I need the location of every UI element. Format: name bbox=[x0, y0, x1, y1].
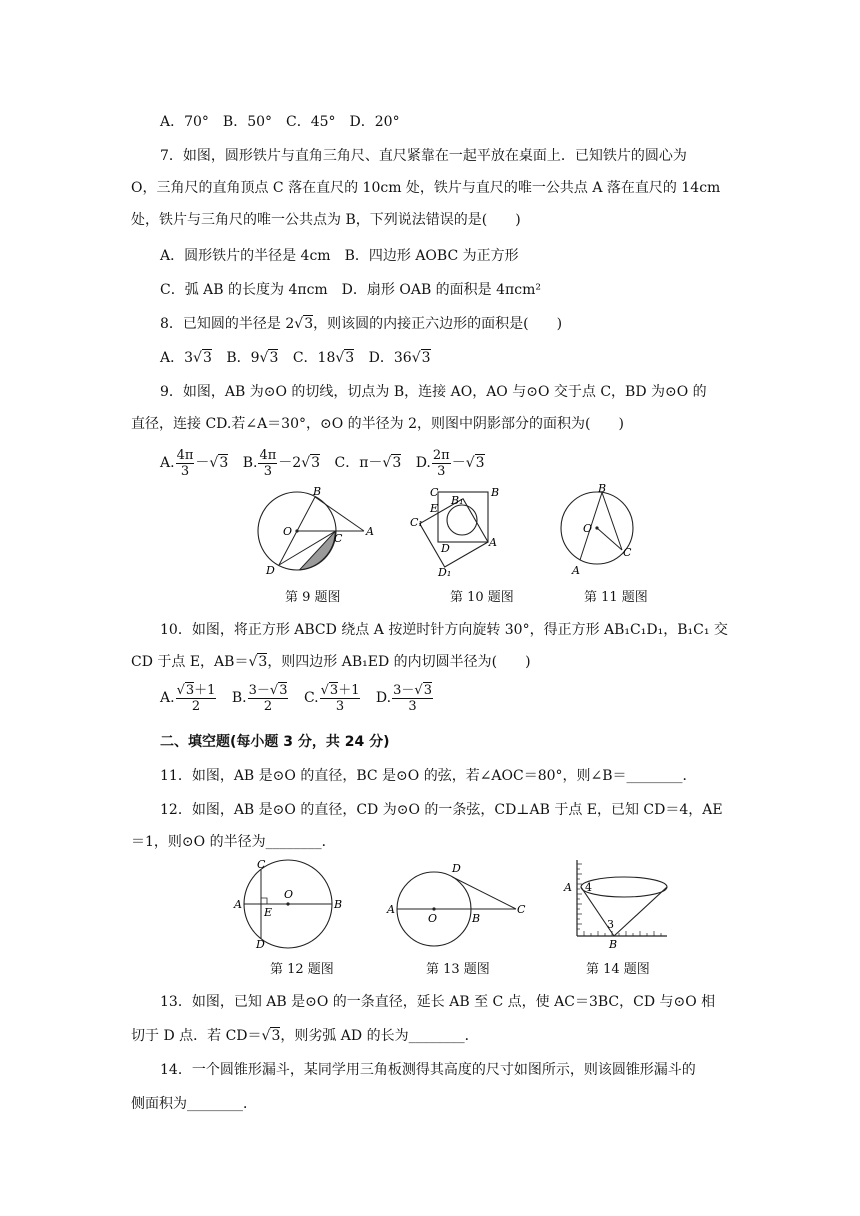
q9-option-b-label: B. bbox=[242, 455, 258, 471]
q9-option-c-radicand: 3 bbox=[392, 455, 402, 471]
figure-11-caption: 第 11 题图 bbox=[584, 590, 648, 605]
q9-option-c-label: C．π－ bbox=[334, 455, 383, 471]
figure-12-label-o: O bbox=[284, 888, 294, 901]
q9-stem-line2: 直径，连接 CD.若∠A＝30°，⊙O 的半径为 2，则图中阴影部分的面积为( ) bbox=[131, 416, 624, 432]
q10-option-b-label: B. bbox=[231, 690, 247, 706]
q8-option-d-label: D．36 bbox=[368, 350, 412, 366]
figure-10-label-c: C bbox=[430, 486, 439, 499]
figure-12-label-b: B bbox=[334, 898, 343, 911]
q14-stem-line2: 侧面积为________． bbox=[131, 1096, 257, 1112]
q8-option-d: D．36√3 bbox=[368, 350, 431, 366]
q9-option-b: B. $\frac{4\pi}{3}$ －2√3 bbox=[242, 447, 321, 479]
fraction-numerator: 4π bbox=[176, 447, 194, 463]
q10-stem-line2-radicand: 3 bbox=[258, 654, 268, 670]
q7-stem-line3: 处，铁片与三角尺的唯一公共点为 B，下列说法错误的是( ) bbox=[131, 212, 521, 228]
q10-stem-line2: CD 于点 E，AB＝√3，则四边形 AB₁ED 的内切圆半径为( ) bbox=[131, 654, 531, 670]
figure-11-label-b: B bbox=[598, 484, 607, 495]
figure-10-label-b1: B₁ bbox=[451, 494, 464, 507]
q14-stem-line1: 14．一个圆锥形漏斗，某同学用三角板测得其高度的尺寸如图所示，则该圆锥形漏斗的 bbox=[160, 1062, 696, 1078]
q9-option-d-label: D. bbox=[415, 455, 431, 471]
fraction-numerator: √3＋1 bbox=[320, 682, 360, 698]
q13-stem-line2-a: 切于 D 点．若 CD＝ bbox=[131, 1028, 262, 1044]
q10-option-a-fraction bbox=[176, 683, 217, 714]
q9-option-a-label: A. bbox=[160, 455, 175, 471]
section-heading-fill-in: 二、填空题(每小题 3 分，共 24 分) bbox=[160, 734, 390, 750]
figure-9-label-d: D bbox=[266, 564, 275, 577]
q8-option-a-label: A．3 bbox=[160, 350, 194, 366]
q7-options-line1: A．圆形铁片的半径是 4cm B．四边形 AOBC 为正方形 bbox=[160, 248, 519, 264]
q8-stem bbox=[160, 314, 562, 334]
q8-stem-radicand: 3 bbox=[304, 316, 314, 332]
figure-10-label-e: E bbox=[430, 502, 439, 515]
q9-option-b-tail: －2 bbox=[278, 455, 302, 471]
q8-stem-b: ，则该圆的内接正六边形的面积是( ) bbox=[313, 316, 563, 332]
figure-13-center-dot bbox=[432, 907, 435, 910]
fraction-denominator: 2 bbox=[191, 698, 201, 714]
figure-12 bbox=[230, 856, 350, 950]
q10-options bbox=[160, 680, 444, 716]
q9-option-a-radicand: 3 bbox=[219, 455, 229, 471]
fraction-denominator: 3 bbox=[263, 463, 272, 479]
q13-stem-line2-b: ，则劣弧 AD 的长为________． bbox=[280, 1028, 479, 1044]
figure-10-caption: 第 10 题图 bbox=[450, 590, 514, 605]
figure-13 bbox=[386, 856, 534, 950]
figure-9-label-a: A bbox=[366, 525, 374, 538]
fraction-denominator: 3 bbox=[437, 463, 446, 479]
figure-9-label-o: O bbox=[283, 525, 293, 538]
q10-option-c bbox=[303, 682, 362, 714]
q10-option-c-label: C. bbox=[303, 690, 319, 706]
q13-stem-line1: 13．如图，已知 AB 是⊙O 的一条直径，延长 AB 至 C 点，使 AC＝3BC，CD 与⊙O 相 bbox=[160, 994, 716, 1010]
fraction-numerator: 3－√3 bbox=[248, 682, 288, 698]
q9-option-b-radicand: 3 bbox=[311, 455, 321, 471]
q10-option-a bbox=[160, 682, 217, 714]
q8-option-b-label: B．9 bbox=[226, 350, 260, 366]
figure-14 bbox=[562, 856, 672, 950]
figure-11-label-a: A bbox=[572, 564, 580, 577]
figure-9-label-b: B bbox=[313, 485, 322, 498]
q7-stem-line1: 7．如图，圆形铁片与直角三角尺、直尺紧靠在一起平放在桌面上．已知铁片的圆心为 bbox=[160, 148, 687, 164]
figure-11 bbox=[552, 484, 648, 580]
q12-stem-line1: 12．如图，AB 是⊙O 的直径，CD 为⊙O 的一条弦，CD⊥AB 于点 E，已知 CD＝4，AE bbox=[160, 802, 723, 818]
q9-option-d-tail: － bbox=[451, 455, 466, 471]
figure-12-right-angle-mark bbox=[261, 898, 267, 904]
figure-11-label-o: O bbox=[583, 522, 593, 535]
q12-stem-line2: ＝1，则⊙O 的半径为________． bbox=[131, 834, 336, 850]
q8-option-c: C．18√3 bbox=[292, 350, 355, 366]
q9-option-c: C．π－√3 bbox=[334, 455, 402, 471]
numerator-radicand: 3 bbox=[329, 682, 339, 698]
numerator-radicand: 3 bbox=[279, 682, 288, 698]
q9-option-b-fraction bbox=[258, 448, 277, 479]
q10-option-d bbox=[375, 682, 434, 714]
figure-12-label-a: A bbox=[234, 898, 242, 911]
q8-option-d-radicand: 3 bbox=[421, 350, 431, 366]
figure-14-label-b: B bbox=[609, 938, 618, 950]
numerator-head: 3－ bbox=[248, 682, 270, 698]
fraction-numerator: √3＋1 bbox=[176, 682, 216, 698]
q7-options-line2: C．弧 AB 的长度为 4πcm D．扇形 OAB 的面积是 4πcm² bbox=[160, 282, 541, 298]
fraction-denominator: 2 bbox=[263, 698, 273, 714]
q13-stem-line2: 切于 D 点．若 CD＝√3，则劣弧 AD 的长为________． bbox=[131, 1028, 479, 1044]
figure-12-caption: 第 12 题图 bbox=[270, 962, 334, 977]
figure-10-label-a: A bbox=[489, 536, 497, 549]
q10-option-d-fraction bbox=[392, 683, 433, 714]
fraction-denominator: 3 bbox=[180, 463, 190, 479]
q9-option-d-radicand: 3 bbox=[475, 455, 485, 471]
q8-option-b: B．9√3 bbox=[226, 350, 279, 366]
q10-option-b-fraction bbox=[248, 683, 289, 714]
q10-stem-line1: 10．如图，将正方形 ABCD 绕点 A 按逆时针方向旋转 30°，得正方形 AB₁C₁D₁，B₁C₁ 交 bbox=[160, 622, 728, 638]
figure-12-label-e: E bbox=[264, 906, 273, 919]
figure-11-center-dot bbox=[595, 526, 598, 529]
fraction-numerator: 2π bbox=[432, 447, 450, 463]
fraction-denominator: 3 bbox=[335, 698, 345, 714]
q8-stem-a: 8．已知圆的半径是 2 bbox=[160, 316, 295, 332]
figure-14-label-a: A bbox=[564, 881, 572, 894]
figure-9-tangent-ab bbox=[315, 497, 364, 531]
figure-12-label-c: C bbox=[257, 858, 266, 871]
figure-10-label-d: D bbox=[441, 542, 450, 555]
figure-9-center-dot bbox=[295, 529, 298, 532]
q9-option-a-fraction bbox=[176, 448, 195, 479]
figure-12-center-dot bbox=[286, 902, 289, 905]
figure-9 bbox=[252, 484, 382, 580]
figure-9-label-c: C bbox=[334, 532, 343, 545]
figure-14-label-3: 3 bbox=[607, 918, 614, 931]
q9-stem-line1: 9．如图，AB 为⊙O 的切线，切点为 B，连接 AO，AO 与⊙O 交于点 C，BD 为⊙O 的 bbox=[160, 384, 707, 400]
q8-option-c-label: C．18 bbox=[292, 350, 336, 366]
sqrt-sign: √ bbox=[294, 316, 304, 332]
figure-12-label-d: D bbox=[256, 938, 265, 950]
q10-stem-line2-a: CD 于点 E，AB＝ bbox=[131, 654, 249, 670]
q8-options bbox=[160, 348, 441, 368]
figure-14-funnel-side-right bbox=[614, 887, 667, 936]
numerator-radicand: 3 bbox=[185, 682, 195, 698]
q9-option-a-tail: － bbox=[195, 455, 210, 471]
q9-option-a: A. $\frac{4\pi}{3}$ －√3 bbox=[160, 447, 229, 479]
q8-option-a-radicand: 3 bbox=[202, 350, 212, 366]
numerator-tail: ＋1 bbox=[338, 682, 360, 698]
figure-10-label-b: B bbox=[491, 486, 500, 499]
numerator-radicand: 3 bbox=[423, 682, 432, 698]
figure-14-label-4: 4 bbox=[585, 881, 592, 894]
fraction-numerator: 3－√3 bbox=[393, 682, 432, 698]
q6-options: A．70° B．50° C．45° D．20° bbox=[160, 114, 400, 130]
q11-stem: 11．如图，AB 是⊙O 的直径，BC 是⊙O 的弦，若∠AOC＝80°，则∠B＝________． bbox=[160, 768, 697, 784]
figure-9-caption: 第 9 题图 bbox=[285, 590, 341, 605]
q8-option-b-radicand: 3 bbox=[269, 350, 279, 366]
figure-10-label-d1: D₁ bbox=[438, 566, 452, 579]
q10-option-c-fraction bbox=[320, 683, 361, 714]
numerator-tail: ＋1 bbox=[194, 682, 216, 698]
figure-10 bbox=[405, 484, 505, 580]
q8-option-c-radicand: 3 bbox=[345, 350, 355, 366]
fraction-numerator: 4π bbox=[259, 447, 277, 463]
fraction-denominator: 3 bbox=[408, 698, 417, 714]
q8-option-a: A．3√3 bbox=[160, 350, 212, 366]
q10-option-a-label: A. bbox=[160, 690, 175, 706]
figure-13-tangent-cd bbox=[453, 877, 517, 909]
figure-13-label-d: D bbox=[452, 862, 461, 875]
figure-13-label-c: C bbox=[517, 903, 526, 916]
q9-option-d: D. $\frac{2\pi}{3}$ －√3 bbox=[415, 447, 485, 479]
q9-options bbox=[160, 446, 495, 480]
q7-stem-line2: O，三角尺的直角顶点 C 落在直尺的 10cm 处，铁片与直尺的唯一公共点 A 落在直尺的 14cm bbox=[131, 180, 721, 196]
figure-13-label-o: O bbox=[428, 912, 438, 925]
figure-13-label-a: A bbox=[387, 903, 395, 916]
figure-13-caption: 第 13 题图 bbox=[426, 962, 490, 977]
q9-option-d-fraction bbox=[432, 448, 451, 479]
numerator-head: 3－ bbox=[393, 682, 415, 698]
figure-10-incircle bbox=[447, 505, 477, 535]
figure-13-label-b: B bbox=[472, 912, 481, 925]
figure-14-caption: 第 14 题图 bbox=[586, 962, 650, 977]
q10-option-b bbox=[231, 682, 290, 714]
figure-14-funnel-rim bbox=[581, 877, 667, 897]
q10-option-d-label: D. bbox=[375, 690, 392, 706]
q10-stem-line2-b: ，则四边形 AB₁ED 的内切圆半径为( ) bbox=[267, 654, 531, 670]
figure-10-label-c1: C₁ bbox=[410, 516, 423, 529]
figure-11-label-c: C bbox=[623, 546, 632, 559]
q13-stem-line2-radicand: 3 bbox=[271, 1028, 281, 1044]
